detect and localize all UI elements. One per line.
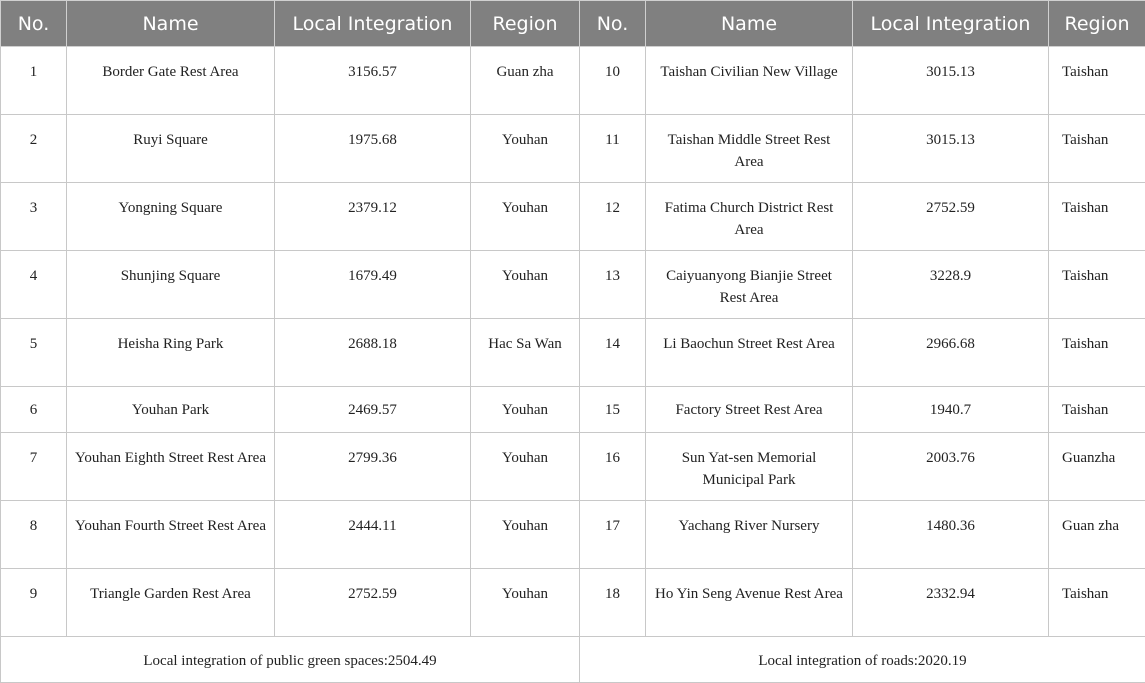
green-space-summary: Local integration of public green spaces:2504.49: [1, 637, 580, 683]
cell-integration: 2332.94: [853, 569, 1049, 637]
cell-integration: 2752.59: [275, 569, 471, 637]
cell-integration: 2799.36: [275, 433, 471, 501]
table-row: [1, 183, 1145, 251]
cell-integration: 3015.13: [853, 115, 1049, 183]
table-row: [1, 433, 1145, 501]
cell-region: Taishan: [1049, 569, 1145, 637]
cell-no: 9: [1, 569, 67, 637]
cell-no: 3: [1, 183, 67, 251]
cell-integration: 3015.13: [853, 47, 1049, 115]
cell-no: 10: [580, 47, 646, 115]
cell-integration: 2469.57: [275, 387, 471, 433]
cell-integration: 2688.18: [275, 319, 471, 387]
cell-integration: 2752.59: [853, 183, 1049, 251]
cell-no: 6: [1, 387, 67, 433]
table-row: [1, 569, 1145, 637]
header-no: No.: [1, 1, 67, 47]
table-row: [1, 115, 1145, 183]
cell-no: 12: [580, 183, 646, 251]
cell-name: Sun Yat-sen Memorial Municipal Park: [646, 433, 853, 501]
cell-region: Youhan: [471, 501, 580, 569]
cell-integration: 3228.9: [853, 251, 1049, 319]
cell-integration: 2379.12: [275, 183, 471, 251]
header-local-integration-2: Local Integration: [853, 1, 1049, 47]
header-name-2: Name: [646, 1, 853, 47]
cell-region: Taishan: [1049, 115, 1145, 183]
cell-no: 2: [1, 115, 67, 183]
cell-region: Hac Sa Wan: [471, 319, 580, 387]
cell-name: Ruyi Square: [67, 115, 275, 183]
cell-name: Triangle Garden Rest Area: [67, 569, 275, 637]
cell-name: Taishan Middle Street Rest Area: [646, 115, 853, 183]
cell-name: Shunjing Square: [67, 251, 275, 319]
cell-name: Li Baochun Street Rest Area: [646, 319, 853, 387]
cell-name: Youhan Park: [67, 387, 275, 433]
table-row: [1, 251, 1145, 319]
cell-name: Youhan Fourth Street Rest Area: [67, 501, 275, 569]
cell-name: Caiyuanyong Bianjie Street Rest Area: [646, 251, 853, 319]
header-name: Name: [67, 1, 275, 47]
cell-no: 8: [1, 501, 67, 569]
cell-no: 17: [580, 501, 646, 569]
header-no-2: No.: [580, 1, 646, 47]
cell-region: Guan zha: [1049, 501, 1145, 569]
cell-no: 14: [580, 319, 646, 387]
cell-region: Taishan: [1049, 183, 1145, 251]
cell-region: Taishan: [1049, 251, 1145, 319]
cell-region: Taishan: [1049, 319, 1145, 387]
table-row: [1, 47, 1145, 115]
cell-region: Youhan: [471, 183, 580, 251]
header-local-integration: Local Integration: [275, 1, 471, 47]
cell-region: Youhan: [471, 251, 580, 319]
cell-region: Youhan: [471, 115, 580, 183]
cell-name: Border Gate Rest Area: [67, 47, 275, 115]
summary-row: [1, 637, 1145, 683]
cell-integration: 1975.68: [275, 115, 471, 183]
cell-region: Taishan: [1049, 387, 1145, 433]
cell-no: 11: [580, 115, 646, 183]
cell-region: Taishan: [1049, 47, 1145, 115]
cell-name: Youhan Eighth Street Rest Area: [67, 433, 275, 501]
roads-summary: Local integration of roads:2020.19: [580, 637, 1145, 683]
cell-integration: 1940.7: [853, 387, 1049, 433]
cell-no: 4: [1, 251, 67, 319]
cell-no: 16: [580, 433, 646, 501]
cell-integration: 3156.57: [275, 47, 471, 115]
cell-integration: 1480.36: [853, 501, 1049, 569]
header-row: [1, 1, 1145, 47]
cell-integration: 2966.68: [853, 319, 1049, 387]
cell-region: Youhan: [471, 387, 580, 433]
cell-name: Yachang River Nursery: [646, 501, 853, 569]
header-region: Region: [471, 1, 580, 47]
cell-name: Fatima Church District Rest Area: [646, 183, 853, 251]
cell-no: 18: [580, 569, 646, 637]
cell-name: Ho Yin Seng Avenue Rest Area: [646, 569, 853, 637]
header-region-2: Region: [1049, 1, 1145, 47]
cell-name: Yongning Square: [67, 183, 275, 251]
cell-name: Factory Street Rest Area: [646, 387, 853, 433]
cell-no: 7: [1, 433, 67, 501]
cell-no: 5: [1, 319, 67, 387]
cell-no: 15: [580, 387, 646, 433]
cell-integration: 2003.76: [853, 433, 1049, 501]
cell-no: 1: [1, 47, 67, 115]
cell-integration: 1679.49: [275, 251, 471, 319]
table-row: [1, 387, 1145, 433]
cell-region: Youhan: [471, 433, 580, 501]
cell-integration: 2444.11: [275, 501, 471, 569]
cell-region: Youhan: [471, 569, 580, 637]
table-row: [1, 501, 1145, 569]
table-row: [1, 319, 1145, 387]
cell-no: 13: [580, 251, 646, 319]
cell-name: Heisha Ring Park: [67, 319, 275, 387]
cell-region: Guanzha: [1049, 433, 1145, 501]
cell-region: Guan zha: [471, 47, 580, 115]
cell-name: Taishan Civilian New Village: [646, 47, 853, 115]
